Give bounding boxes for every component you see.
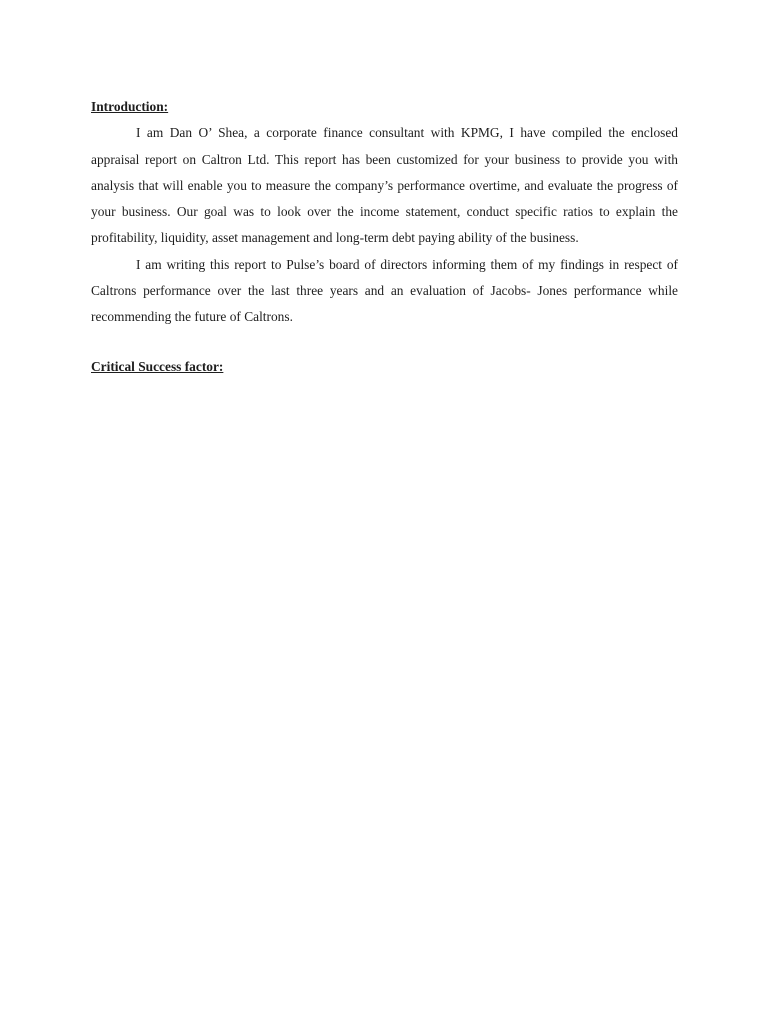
intro-paragraph-2: I am writing this report to Pulse’s board of directors informing them of my findings in respect of Caltrons performance over the last three years and an evaluation of Jacobs- Jones performance while recommending the future of Caltrons. (91, 256, 678, 325)
critical-success-heading: Critical Success factor: (91, 358, 224, 374)
intro-paragraph-1: I am Dan O’ Shea, a corporate finance consultant with KPMG, I have compiled the enclosed appraisal report on Caltron Ltd. This report has been customized for your business to provide you with analysis that will enable you to measure the company’s performance overtime, and evaluate the progress of your business. Our goal was to look over the income statement, conduct specific ratios to explain the profitability, liquidity, asset management and long-term debt paying ability of the business. (91, 125, 678, 246)
document-body (91, 94, 678, 380)
introduction-heading: Introduction: (91, 99, 169, 114)
